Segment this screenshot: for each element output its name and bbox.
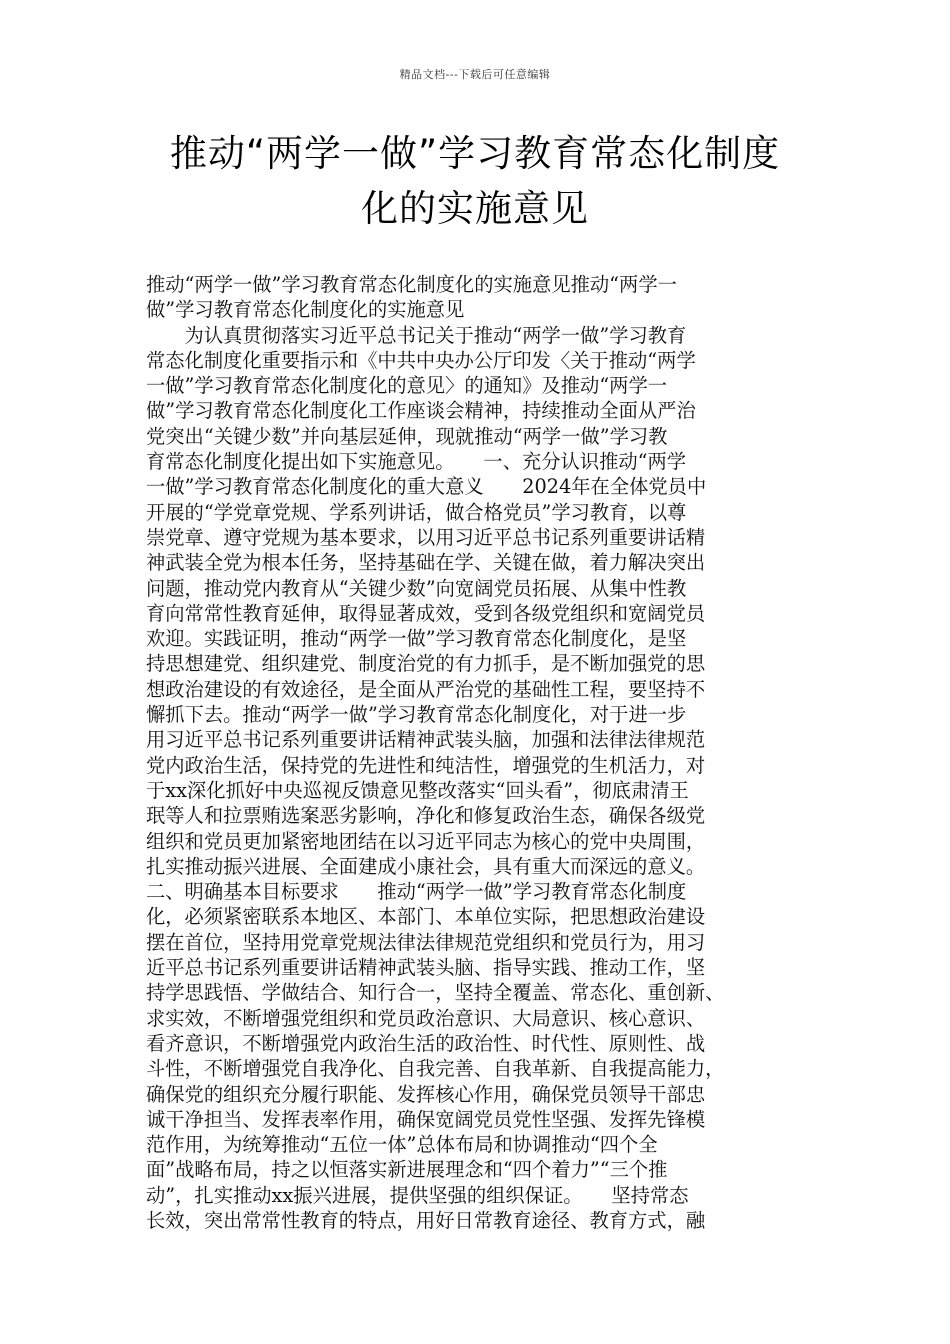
body-line: 育向常常性教育延伸，取得显著成效，受到各级党组织和宽阔党员 <box>146 601 706 625</box>
body-line: 看齐意识，不断增强党内政治生活的政治性、时代性、原则性、战 <box>146 1031 706 1055</box>
body-line: 做”学习教育常态化制度化工作座谈会精神，持续推动全面从严治 <box>146 399 696 423</box>
body-line: 斗性，不断增强党自我净化、自我完善、自我革新、自我提高能力， <box>146 1057 725 1081</box>
body-line: 长效，突出常常性教育的特点，用好日常教育途径、教育方式，融 <box>146 1208 706 1232</box>
title-line-2: 化的实施意见 <box>361 187 589 230</box>
body-line: 一做”学习教育常态化制度化的意见〉的通知》及推动“两学一 <box>146 374 668 398</box>
body-line: 做”学习教育常态化制度化的实施意见 <box>146 298 465 322</box>
body-line: 党内政治生活，保持党的先进性和纯洁性，增强党的生机活力，对 <box>146 753 706 777</box>
body-line: 问题，推动党内教育从“关键少数”向宽阔党员拓展、从集中性教 <box>146 576 687 600</box>
body-line: 欢迎。实践证明，推动“两学一做”学习教育常态化制度化，是坚 <box>146 627 687 651</box>
body-line: 崇党章、遵守党规为基本要求，以用习近平总书记系列重要讲话精 <box>146 525 706 549</box>
body-line: 开展的“学党章党规、学系列讲话，做合格党员”学习教育，以尊 <box>146 500 687 524</box>
body-line: 于xx深化抓好中央巡视反馈意见整改落实“回头看”，彻底肃清王 <box>146 778 689 802</box>
body-line: 懈抓下去。推动“两学一做”学习教育常态化制度化，对于进一步 <box>146 703 687 727</box>
body-line: 摆在首位，坚持用党章党规法律法律规范党组织和党员行为，用习 <box>146 930 706 954</box>
body-line: 党突出“关键少数”并向基层延伸，现就推动“两学一做”学习教 <box>146 424 668 448</box>
body-line: 一做”学习教育常态化制度化的重大意义 2024年在全体党员中 <box>146 475 707 499</box>
body-line: 诚干净担当、发挥表率作用，确保宽阔党员党性坚强、发挥先锋模 <box>146 1107 706 1131</box>
body-line: 育常态化制度化提出如下实施意见。 一、充分认识推动“两学 <box>146 450 687 474</box>
body-line: 确保党的组织充分履行职能、发挥核心作用，确保党员领导干部忠 <box>146 1082 706 1106</box>
body-line: 范作用，为统筹推动“五位一体”总体布局和协调推动“四个全 <box>146 1133 658 1157</box>
body-line: 近平总书记系列重要讲话精神武装头脑、指导实践、推动工作，坚 <box>146 956 706 980</box>
body-line: 组织和党员更加紧密地团结在以习近平同志为核心的党中央周围， <box>146 829 706 853</box>
body-line: 求实效，不断增强党组织和党员政治意识、大局意识、核心意识、 <box>146 1006 706 1030</box>
body-line: 为认真贯彻落实习近平总书记关于推动“两学一做”学习教育 <box>146 323 687 347</box>
body-line: 常态化制度化重要指示和《中共中央办公厅印发〈关于推动“两学 <box>146 348 696 372</box>
body-line: 持学思践悟、学做结合、知行合一，坚持全覆盖、常态化、重创新、 <box>146 981 725 1005</box>
body-line: 神武装全党为根本任务，坚持基础在学、关键在做，着力解决突出 <box>146 551 706 575</box>
body-line: 推动“两学一做”学习教育常态化制度化的实施意见推动“两学一 <box>146 273 677 296</box>
page-header-note: 精品文档---下载后可任意编辑 <box>399 68 551 81</box>
body-line: 扎实推动振兴进展、全面建成小康社会，具有重大而深远的意义。 <box>146 854 706 878</box>
document-title <box>60 126 890 236</box>
body-line: 面”战略布局，持之以恒落实新进展理念和“四个着力”“三个推 <box>146 1158 668 1182</box>
body-line: 持思想建党、组织建党、制度治党的有力抓手，是不断加强党的思 <box>146 652 706 676</box>
body-line: 珉等人和拉票贿选案恶劣影响，净化和修复政治生态，确保各级党 <box>146 804 706 828</box>
document-body <box>146 272 816 1233</box>
body-line: 想政治建设的有效途径，是全面从严治党的基础性工程，要坚持不 <box>146 677 706 701</box>
body-line: 动”，扎实推动xx振兴进展，提供坚强的组织保证。 坚持常态 <box>146 1183 689 1207</box>
body-line: 二、明确基本目标要求 推动“两学一做”学习教育常态化制度 <box>146 880 687 904</box>
title-line-1: 推动“两学一做”学习教育常态化制度 <box>169 132 781 175</box>
body-line: 化，必须紧密联系本地区、本部门、本单位实际，把思想政治建设 <box>146 905 706 929</box>
body-line: 用习近平总书记系列重要讲话精神武装头脑，加强和法律法律规范 <box>146 728 706 752</box>
